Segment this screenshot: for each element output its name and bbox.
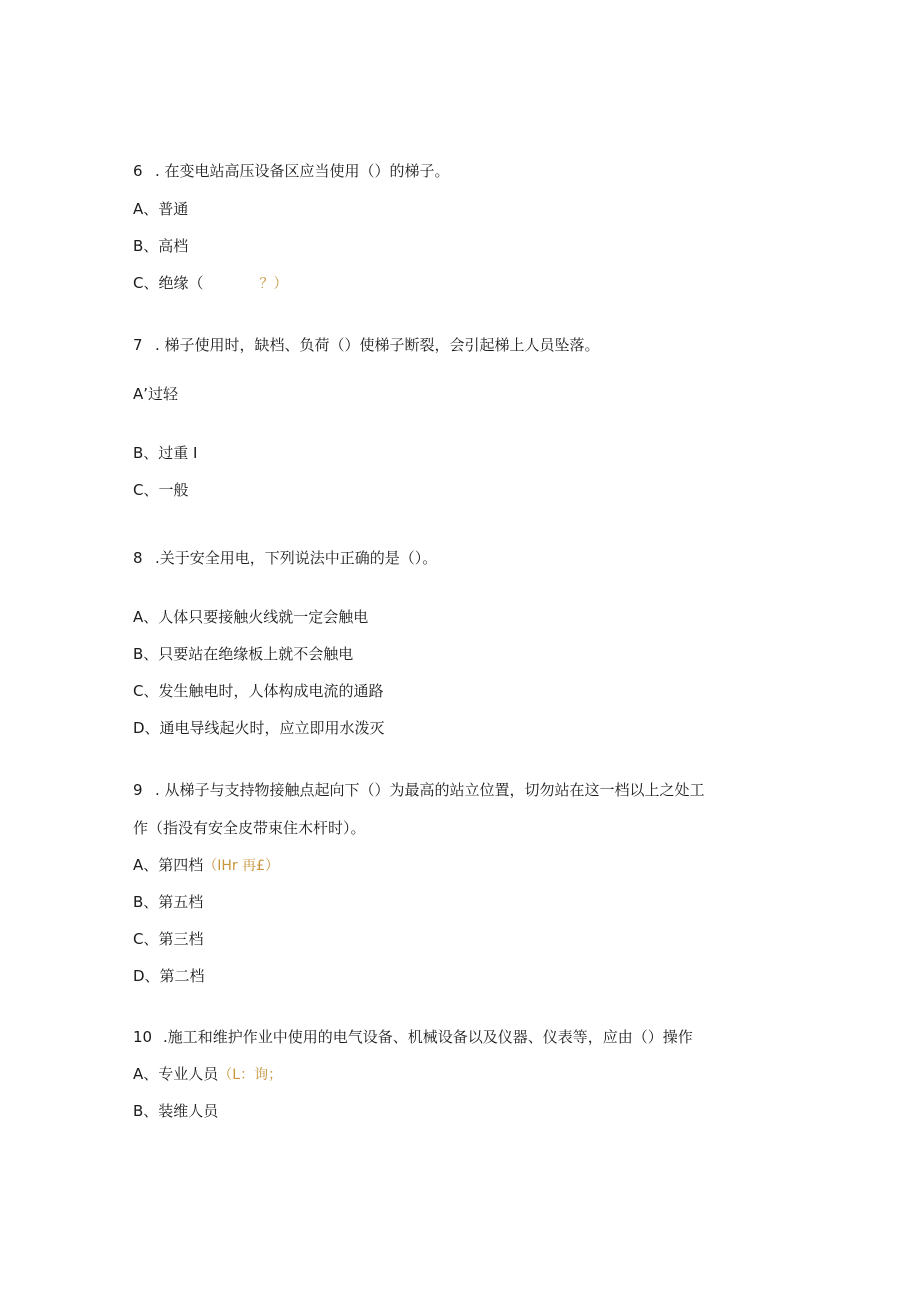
handwritten-mark: ？）: [259, 276, 288, 292]
option-text: B、第五档: [133, 893, 204, 911]
question-6-stem: [133, 161, 450, 181]
question-8-stem: [133, 548, 437, 568]
question-8-option-d: [133, 718, 385, 738]
question-text: .施工和维护作业中使用的电气设备、机械设备以及仪器、仪表等，应由（）操作: [163, 1028, 693, 1046]
question-9-stem-continued: [133, 818, 366, 838]
question-7-option-c: [133, 480, 188, 500]
option-text: A、人体只要接触火线就一定会触电: [133, 608, 369, 626]
handwritten-mark: （IHr 再£）: [203, 858, 280, 874]
option-text: C、一般: [133, 481, 189, 499]
option-text: C、发生触电时，人体构成电流的通路: [133, 682, 384, 700]
handwritten-mark: （L：询；: [218, 1067, 283, 1083]
question-9-option-c: [133, 929, 203, 949]
option-text: B、只要站在绝缘板上就不会触电: [133, 645, 354, 663]
question-8-option-b: [133, 644, 353, 664]
option-text: D、通电导线起火时，应立即用水泼灭: [133, 719, 385, 737]
option-text: A、普通: [133, 200, 189, 218]
question-text: .关于安全用电，下列说法中正确的是（）。: [155, 549, 438, 567]
option-text: B、过重 I: [133, 444, 198, 462]
option-text: D、第二档: [133, 967, 205, 985]
option-text: C、绝缘（: [133, 274, 204, 292]
option-text: A、第四档: [133, 856, 204, 874]
question-9-option-a: [133, 855, 279, 876]
question-8-option-c: [133, 681, 383, 701]
question-7-option-b: [133, 443, 197, 463]
question-number: 8: [133, 549, 143, 567]
option-text: C、第三档: [133, 930, 204, 948]
question-6-option-a: [133, 199, 188, 219]
question-10-stem: [133, 1027, 693, 1047]
option-text: A、专业人员: [133, 1065, 219, 1083]
question-6-option-c: [133, 273, 287, 294]
question-8-option-a: [133, 607, 368, 627]
question-9-option-d: [133, 966, 205, 986]
option-text: B、高档: [133, 237, 189, 255]
question-text-continued: 作（指没有安全皮带束住木杆时）。: [133, 819, 366, 837]
question-text: . 在变电站高压设备区应当使用（）的梯子。: [155, 162, 450, 180]
question-number: 7: [133, 336, 143, 354]
question-7-stem: [133, 335, 600, 355]
question-number: 6: [133, 162, 143, 180]
option-text: A’过轻: [133, 385, 179, 403]
question-10-option-a: [133, 1064, 282, 1085]
question-7-option-a: [133, 384, 178, 404]
question-6-option-b: [133, 236, 188, 256]
question-9-stem: [133, 780, 705, 800]
question-text: . 从梯子与支持物接触点起向下（）为最高的站立位置，切勿站在这一档以上之处工: [155, 781, 705, 799]
question-9-option-b: [133, 892, 203, 912]
question-text: . 梯子使用时，缺档、负荷（）使梯子断裂，会引起梯上人员坠落。: [155, 336, 600, 354]
question-number: 9: [133, 781, 143, 799]
question-number: 10: [133, 1028, 153, 1046]
option-text: B、装维人员: [133, 1102, 219, 1120]
question-10-option-b: [133, 1101, 218, 1121]
